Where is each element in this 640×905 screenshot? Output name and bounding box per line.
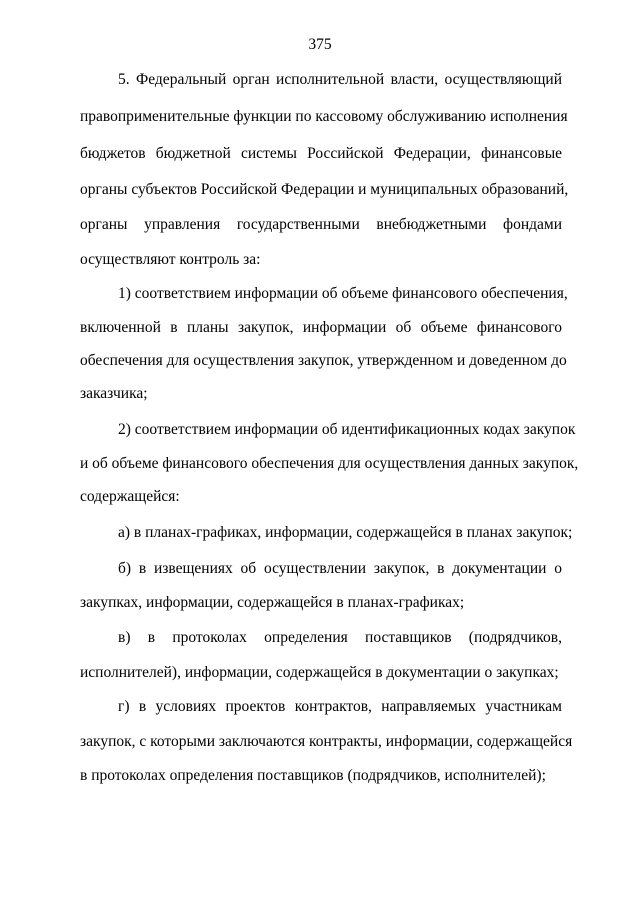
- text-line: в протоколах определения поставщиков (подрядчиков, исполнителей);: [80, 767, 546, 784]
- text-line: а) в планах-графиках, информации, содержащейся в планах закупок;: [118, 524, 573, 541]
- text-line: в) в протоколах определения поставщиков (подрядчиков,: [118, 629, 562, 646]
- text-line: 1) соответствием информации об объеме финансового обеспечения,: [118, 285, 568, 302]
- text-line: бюджетов бюджетной системы Российской Федерации, финансовые: [80, 145, 562, 162]
- text-line: 5. Федеральный орган исполнительной власти, осуществляющий: [118, 71, 562, 88]
- text-line: закупок, с которыми заключаются контракты, информации, содержащейся: [80, 733, 573, 750]
- text-line: правоприменительные функции по кассовому обслуживанию исполнения: [80, 108, 568, 125]
- text-line: осуществляют контроль за:: [80, 251, 261, 268]
- text-line: б) в извещениях об осуществлении закупок, в документации о: [118, 560, 562, 577]
- text-line: органы субъектов Российской Федерации и муниципальных образований,: [80, 181, 569, 198]
- text-line: и об объеме финансового обеспечения для осуществления данных закупок,: [80, 455, 579, 472]
- text-line: обеспечения для осуществления закупок, утвержденном и доведенном до: [80, 352, 567, 369]
- text-line: исполнителей), информации, содержащейся в документации о закупках;: [80, 664, 559, 681]
- text-line: закупках, информации, содержащейся в планах-графиках;: [80, 594, 465, 611]
- text-line: 2) соответствием информации об идентификационных кодах закупок: [118, 421, 576, 438]
- text-line: органы управления государственными внебюджетными фондами: [80, 216, 562, 233]
- text-line: г) в условиях проектов контрактов, направляемых участникам: [118, 698, 562, 715]
- text-line: заказчика;: [80, 385, 148, 402]
- text-line: содержащейся:: [80, 488, 180, 505]
- text-line: включенной в планы закупок, информации об объеме финансового: [80, 319, 562, 336]
- page-number: 375: [308, 36, 332, 53]
